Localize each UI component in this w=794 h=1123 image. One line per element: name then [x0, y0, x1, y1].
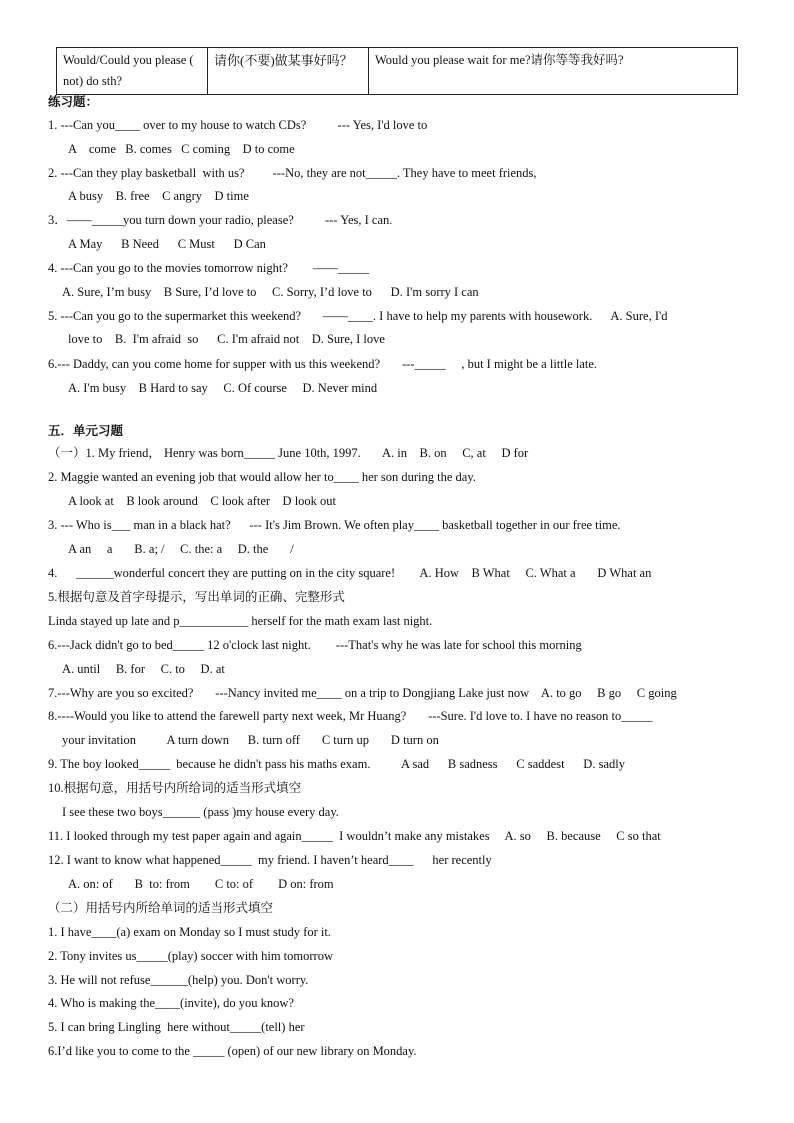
unit-options-2: A look at B look around C look after D look out: [68, 494, 337, 508]
unit-sentence-5: Linda stayed up late and p___________ herself for the math exam last night.: [48, 614, 433, 628]
question-2: 2. ---Can they play basketball with us? ---No, they are not_____. They have to meet friends,: [48, 166, 537, 180]
unit-question-2: 2. Maggie wanted an evening job that would allow her to____ her son during the day.: [48, 470, 476, 484]
table-cell-pattern: Would/Could you please ( not) do sth?: [57, 48, 208, 95]
fill-in-3: 3. He will not refuse______(help) you. Don't worry.: [48, 973, 309, 987]
unit-question-9: 9. The boy looked_____ because he didn't pass his maths exam. A sad B sadness C saddest D. sadly: [48, 757, 625, 771]
unit-question-7: 7.---Why are you so excited? ---Nancy invited me____ on a trip to Dongjiang Lake just now A. to go B go C going: [48, 686, 677, 700]
fill-in-1: 1. I have____(a) exam on Monday so I must study for it.: [48, 925, 331, 939]
fill-in-4: 4. Who is making the____(invite), do you know?: [48, 996, 294, 1010]
unit-question-10: 10.根据句意，用括号内所给词的适当形式填空: [48, 781, 302, 795]
unit-question-12: 12. I want to know what happened_____ my friend. I haven’t heard____ her recently: [48, 853, 492, 867]
question-4: 4. ---Can you go to the movies tomorrow night? ——_____: [48, 261, 370, 275]
unit-question-1: （一）1. My friend， Henry was born_____ June 10th, 1997. A. in B. on C, at D for: [48, 446, 529, 460]
fill-in-2: 2. Tony invites us_____(play) soccer with him tomorrow: [48, 949, 333, 963]
options-5: love to B. I'm afraid so C. I'm afraid not D. Sure, I love: [68, 332, 385, 346]
unit-question-5: 5.根据句意及首字母提示，写出单词的正确、完整形式: [48, 590, 345, 604]
section-heading-exercises: 练习题：: [48, 94, 99, 109]
unit-sentence-10: I see these two boys______ (pass )my house every day.: [62, 805, 339, 819]
table-cell-meaning: 请你(不要)做某事好吗？: [208, 48, 369, 95]
subsection-heading-2: （二）用括号内所给单词的适当形式填空: [48, 901, 274, 915]
question-1: 1. ---Can you____ over to my house to watch CDs? --- Yes, I'd love to: [48, 118, 428, 132]
options-1: A come B. comes C coming D to come: [68, 142, 295, 156]
unit-options-6: A. until B. for C. to D. at: [62, 662, 225, 676]
unit-question-8: 8.----Would you like to attend the farewell party next week, Mr Huang? ---Sure. I'd love to. I have no reason to_____: [48, 709, 653, 723]
fill-in-6: 6.I’d like you to come to the _____ (open) of our new library on Monday.: [48, 1044, 417, 1058]
question-6: 6.--- Daddy, can you come home for supper with us this weekend? ---_____ , but I might be a little late.: [48, 357, 598, 371]
unit-options-8: your invitation A turn down B. turn off C turn up D turn on: [62, 733, 439, 747]
options-3: A May B Need C Must D Can: [68, 237, 266, 251]
unit-question-4: 4. ______wonderful concert they are putting on in the city square! A. How B What C. What a D What an: [48, 566, 652, 580]
options-2: A busy B. free C angry D time: [68, 189, 249, 203]
unit-question-6: 6.---Jack didn't go to bed_____ 12 o'clock last night. ---That's why he was late for school this morning: [48, 638, 582, 652]
fill-in-5: 5. I can bring Lingling here without_____(tell) her: [48, 1020, 305, 1034]
exercise-lines: [48, 0, 788, 1123]
options-4: A. Sure, I’m busy B Sure, I’d love to C. Sorry, I’d love to D. I'm sorry I can: [62, 285, 479, 299]
table-cell-example: Would you please wait for me?请你等等我好吗?: [369, 48, 738, 95]
question-3: 3．——_____you turn down your radio, please? --- Yes, I can.: [48, 213, 393, 227]
options-6: A. I'm busy B Hard to say C. Of course D. Never mind: [68, 381, 378, 395]
question-5: 5. ---Can you go to the supermarket this weekend? ——____. I have to help my parents with housework. A. Sure, I'd: [48, 309, 668, 323]
unit-question-3: 3. --- Who is___ man in a black hat? --- It's Jim Brown. We often play____ basketball together in our free time.: [48, 518, 621, 532]
section-heading-unit: 五．单元习题: [48, 423, 124, 438]
unit-question-11: 11. I looked through my test paper again and again_____ I wouldn’t make any mistakes A. so B. because C so that: [48, 829, 661, 843]
unit-options-12: A. on: of B to: from C to: of D on: from: [68, 877, 334, 891]
unit-options-3: A an a B. a; / C. the: a D. the /: [68, 542, 294, 556]
